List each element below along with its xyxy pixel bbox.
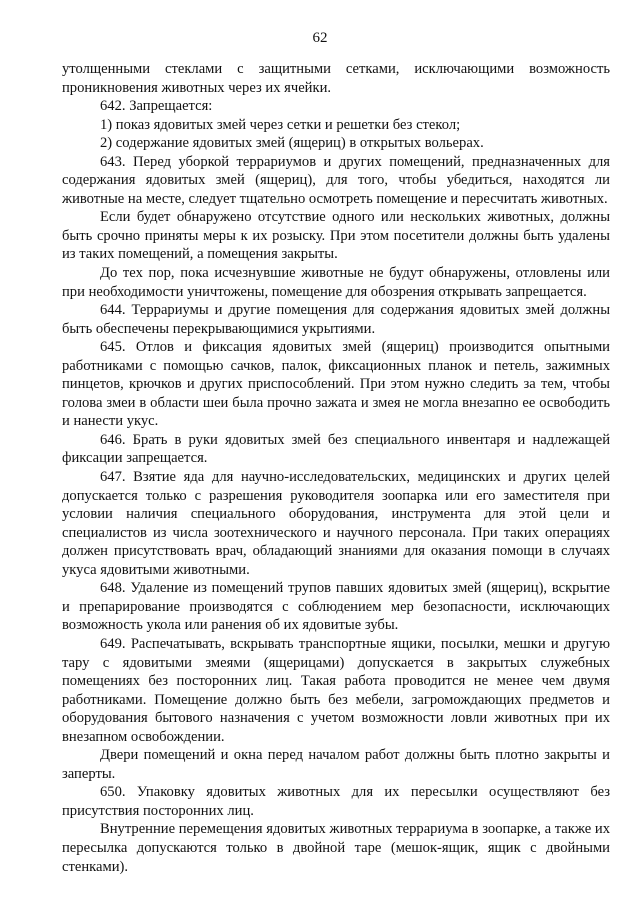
paragraph-649-doors: Двери помещений и окна перед началом работ должны быть плотно закрыты и заперты. [62,747,610,782]
paragraph-646: 646. Брать в руки ядовитых змей без специального инвентаря и надлежащей фиксации запрещается. [62,431,610,467]
paragraph-650: 650. Упаковку ядовитых животных для их пересылки осуществляют без присутствия посторонних лиц. [62,784,610,819]
paragraph-642: 642. Запрещается: [100,98,213,115]
paragraph-649: 649. Распечатывать, вскрывать транспортные ящики, посылки, мешки и другую тару с ядовитыми змеями (ящерицами) допускается в закрытых служебных помещениях без посторонних лиц. Такая работа проводится не менее чем двумя работниками. Помещение должно быть без мебели, загромождающих предметов и оборудования бытового назначения с учетом возможности ловли животных при их внезапном освобождении. [62,635,610,745]
paragraph-648: 648. Удаление из помещений трупов павших ядовитых змей (ящериц), вскрытие и препарирование производятся с соблюдением мер безопасности, исключающих возможность укола или ранения об их ядовитые зубы. [62,580,610,634]
page-number: 62 [312,30,328,46]
paragraph-650-transfer: Внутренние перемещения ядовитых животных террариума в зоопарке, а также их пересылка допускаются только в двойной таре (мешок-ящик, ящик с двойными стенками). [62,821,610,875]
paragraph-647: 647. Взятие яда для научно-исследовательских, медицинских и других целей допускается только с разрешения руководителя зоопарка или его заместителя при условии наличия специального оборудования, инструмента для этой цели и специалистов из числа зоотехнического и научного персонала. При таких операциях должен присутствовать врач, обладающий знаниями для оказания помощи в случаях укуса ядовитыми животными. [62,469,610,578]
paragraph-643-closed: До тех пор, пока исчезнувшие животные не будут обнаружены, отловлены или при необходимости уничтожены, помещение для обозрения открывать запрещается. [62,265,610,300]
paragraph-642-item-2: 2) содержание ядовитых змей (ящериц) в открытых вольерах. [100,135,484,152]
paragraph-643: 643. Перед уборкой террариумов и других помещений, предназначенных для содержания ядовитых змей (ящериц), для того, чтобы убедиться, находятся ли животные на месте, следует тщательно осмотреть помещение и пересчитать животных. [62,153,610,207]
paragraph-645: 645. Отлов и фиксация ядовитых змей (ящериц) производится опытными работниками с помощью сачков, палок, фиксационных планок и петель, зажимных пинцетов, крючков и других приспособлений. При этом нужно следить за тем, чтобы голова змеи в области шеи была прочно зажата и змея не могла внезапно ее освободить и нанести укус. [62,339,610,430]
paragraph-642-item-1: 1) показ ядовитых змей через сетки и решетки без стекол; [100,116,461,133]
paragraph-644: 644. Террариумы и другие помещения для содержания ядовитых змей должны быть обеспечены перекрывающимися укрытиями. [62,302,610,337]
paragraph-643-missing: Если будет обнаружено отсутствие одного или нескольких животных, должны быть срочно приняты меры к их розыску. При этом посетители должны быть удалены из таких помещений, а помещения закрыты. [62,209,610,263]
document-body [62,60,610,876]
paragraph-continuation: утолщенными стеклами с защитными сетками, исключающими возможность проникновения животных через их ячейки. [62,61,610,96]
